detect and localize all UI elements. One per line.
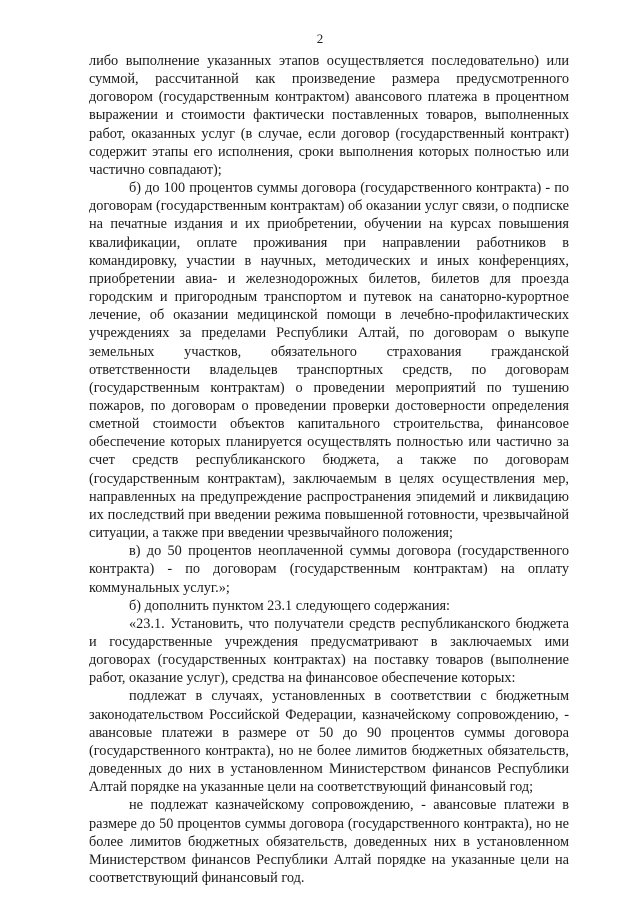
paragraph-item-v: в) до 50 процентов неоплаченной суммы договора (государственного контракта) - по договорам (государственным контрактам) на оплату коммунальных услуг.»; xyxy=(89,543,569,596)
document-body xyxy=(89,52,569,887)
paragraph-item-b: б) до 100 процентов суммы договора (государственного контракта) - по договорам (государственным контрактам) об оказании услуг связи, о подписке на печатные издания и их приобретении, обучении на курсах повышения квалификации, оплате проживания при направлении работников в командировку, участии в научных, методических и иных конференциях, приобретении авиа- и железнодорожных билетов, билетов для проезда городским и пригородным транспортом и путевок на санаторно-курортное лечение, об оказании медицинской помощи в лечебно-профилактических учреждениях за пределами Республики Алтай, по договорам о выкупе земельных участков, обязательного страхования гражданской ответственности владельцев транспортных средств, по договорам (государственным контрактам) о проведении мероприятий по тушению пожаров, по договорам о проведении проверки достоверности определения сметной стоимости объектов капитального строительства, финансовое обеспечение которых планируется осуществлять полностью или частично за счет средств республиканского бюджета, а также по договорам (государственным контрактам), заключаемым в целях осуществления мер, направленных на предупреждение распространения эпидемий и ликвидацию их последствий при введении режима повышенной готовности, чрезвычайной ситуации, а также при введении чрезвычайного положения; xyxy=(89,180,569,542)
page-number: 2 xyxy=(316,31,324,46)
paragraph-subject-to-support: подлежат в случаях, установленных в соответствии с бюджетным законодательством Российской Федерации, казначейскому сопровождению, - авансовые платежи в размере от 50 до 90 процентов суммы договора (государственного контракта), но не более лимитов бюджетных обязательств, доведенных до них в установленном Министерством финансов Республики Алтай порядке на указанные цели на соответствующий финансовый год; xyxy=(89,688,569,796)
paragraph-not-subject-to-support: не подлежат казначейскому сопровождению, - авансовые платежи в размере до 50 процентов суммы договора (государственного контракта), но не более лимитов бюджетных обязательств, доведенных них в установленном Министерством финансов Республики Алтай порядке на указанные цели на соответствующий финансовый год. xyxy=(89,797,569,887)
paragraph-continuation: либо выполнение указанных этапов осуществляется последовательно) или суммой, рассчитанной как произведение размера предусмотренного договором (государственным контрактом) авансового платежа в процентном выражении и стоимости фактически поставленных товаров, выполненных работ, оказанных услуг (в случае, если договор (государственный контракт) содержит этапы его исполнения, сроки выполнения которых полностью или частично совпадают); xyxy=(89,53,569,178)
paragraph-clause-23-1: «23.1. Установить, что получатели средств республиканского бюджета и государственные учреждения предусматривают в заключаемых ими договорах (государственных контрактах) на поставку товаров (выполнение работ, оказание услуг), средства на финансовое обеспечение которых: xyxy=(89,615,569,687)
paragraph-amendment-b: б) дополнить пунктом 23.1 следующего содержания: xyxy=(129,597,451,614)
